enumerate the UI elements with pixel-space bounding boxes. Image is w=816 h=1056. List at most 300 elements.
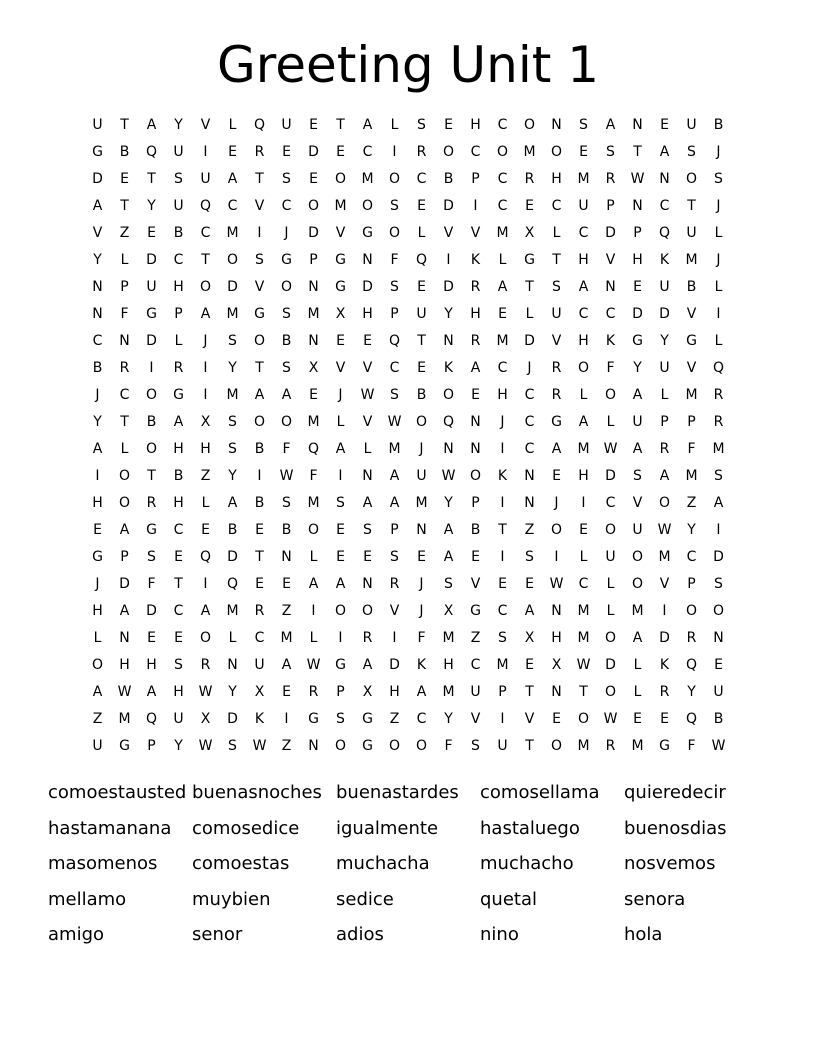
- grid-letter: E: [336, 144, 345, 160]
- grid-letter: X: [551, 657, 562, 673]
- grid-letter: J: [716, 252, 721, 268]
- grid-letter: N: [362, 576, 373, 592]
- grid-letter: E: [228, 144, 237, 160]
- grid-letter: R: [389, 576, 400, 592]
- grid-letter: G: [119, 738, 130, 754]
- grid-letter: B: [254, 495, 265, 511]
- grid-letter: Z: [389, 711, 400, 727]
- grid-letter: R: [200, 657, 211, 673]
- grid-letter: Z: [200, 468, 211, 484]
- grid-letter: W: [198, 684, 213, 700]
- grid-letter: T: [498, 522, 507, 538]
- grid-letter: A: [281, 657, 292, 673]
- grid-row: [84, 112, 732, 139]
- grid-letter: E: [363, 333, 372, 349]
- grid-letter: A: [524, 603, 535, 619]
- grid-letter: C: [200, 225, 211, 241]
- grid-letter: F: [687, 738, 696, 754]
- grid-letter: U: [173, 711, 184, 727]
- grid-letter: I: [203, 387, 208, 403]
- grid-letter: F: [444, 738, 453, 754]
- grid-letter: N: [632, 117, 643, 133]
- grid-letter: G: [362, 711, 373, 727]
- grid-letter: D: [227, 711, 238, 727]
- grid-letter: M: [496, 333, 509, 349]
- grid-letter: P: [606, 198, 615, 214]
- grid-letter: G: [362, 738, 373, 754]
- grid-letter: V: [524, 711, 535, 727]
- grid-letter: R: [605, 171, 616, 187]
- grid-letter: A: [578, 279, 589, 295]
- grid-letter: C: [578, 576, 589, 592]
- grid-letter: N: [308, 333, 319, 349]
- grid-letter: O: [415, 738, 428, 754]
- grid-letter: G: [632, 333, 643, 349]
- word-list-item: masomenos: [48, 853, 158, 874]
- grid-letter: R: [308, 684, 319, 700]
- grid-letter: E: [498, 306, 507, 322]
- grid-letter: I: [338, 630, 343, 646]
- grid-letter: Y: [687, 684, 696, 700]
- grid-letter: C: [389, 360, 400, 376]
- grid-letter: U: [470, 684, 481, 700]
- grid-letter: E: [282, 576, 291, 592]
- grid-letter: E: [714, 657, 723, 673]
- grid-letter: O: [496, 144, 509, 160]
- grid-letter: R: [659, 441, 670, 457]
- grid-letter: A: [281, 387, 292, 403]
- grid-letter: B: [416, 387, 427, 403]
- grid-letter: O: [577, 711, 590, 727]
- grid-letter: T: [579, 684, 588, 700]
- grid-letter: V: [200, 117, 211, 133]
- grid-letter: I: [311, 603, 316, 619]
- grid-letter: I: [500, 495, 505, 511]
- grid-letter: O: [685, 171, 698, 187]
- grid-letter: C: [605, 306, 616, 322]
- grid-letter: T: [147, 468, 156, 484]
- grid-letter: S: [714, 171, 723, 187]
- grid-letter: L: [714, 279, 723, 295]
- grid-letter: J: [500, 414, 505, 430]
- grid-letter: N: [551, 117, 562, 133]
- grid-letter: M: [226, 225, 239, 241]
- grid-letter: H: [92, 603, 103, 619]
- grid-letter: E: [471, 549, 480, 565]
- grid-row: [84, 652, 732, 679]
- grid-letter: G: [281, 252, 292, 268]
- grid-letter: C: [686, 549, 697, 565]
- grid-letter: V: [335, 360, 346, 376]
- grid-letter: S: [390, 387, 399, 403]
- grid-letter: K: [416, 657, 427, 673]
- grid-letter: N: [416, 522, 427, 538]
- grid-letter: M: [577, 630, 590, 646]
- grid-letter: P: [471, 495, 480, 511]
- grid-letter: T: [525, 684, 534, 700]
- grid-letter: D: [632, 306, 643, 322]
- grid-letter: R: [605, 738, 616, 754]
- grid-letter: V: [686, 306, 697, 322]
- grid-letter: E: [579, 144, 588, 160]
- grid-letter: U: [146, 279, 157, 295]
- grid-letter: O: [307, 198, 320, 214]
- grid-letter: F: [687, 441, 696, 457]
- word-list-item: muybien: [192, 888, 271, 910]
- grid-row: [84, 733, 732, 760]
- grid-letter: V: [605, 252, 616, 268]
- grid-letter: C: [659, 198, 670, 214]
- grid-letter: C: [254, 630, 265, 646]
- grid-letter: X: [335, 306, 346, 322]
- grid-letter: T: [120, 117, 129, 133]
- grid-letter: N: [713, 630, 724, 646]
- grid-letter: U: [659, 279, 670, 295]
- grid-letter: H: [200, 441, 211, 457]
- grid-letter: M: [280, 630, 293, 646]
- grid-letter: F: [147, 576, 156, 592]
- grid-letter: P: [309, 252, 318, 268]
- grid-letter: M: [307, 306, 320, 322]
- grid-letter: E: [282, 144, 291, 160]
- grid-letter: M: [226, 603, 239, 619]
- grid-letter: A: [659, 144, 670, 160]
- grid-letter: A: [362, 117, 373, 133]
- grid-letter: O: [658, 495, 671, 511]
- word-list-item: hastamanana: [48, 817, 172, 839]
- grid-letter: L: [714, 333, 723, 349]
- grid-letter: V: [389, 603, 400, 619]
- grid-letter: Q: [253, 117, 266, 133]
- grid-letter: U: [632, 522, 643, 538]
- grid-letter: P: [390, 522, 399, 538]
- grid-letter: E: [174, 630, 183, 646]
- grid-letter: G: [551, 414, 562, 430]
- grid-letter: L: [120, 252, 129, 268]
- grid-letter: M: [118, 711, 131, 727]
- word-list-item: adios: [336, 924, 384, 945]
- grid-letter: T: [255, 549, 264, 565]
- word-list-item: comoestas: [192, 853, 290, 874]
- grid-row: [84, 247, 732, 274]
- grid-letter: Y: [147, 198, 156, 214]
- grid-letter: X: [254, 684, 265, 700]
- grid-letter: D: [227, 279, 238, 295]
- grid-letter: M: [226, 387, 239, 403]
- grid-letter: C: [173, 603, 184, 619]
- grid-letter: Y: [660, 333, 669, 349]
- grid-letter: C: [524, 414, 535, 430]
- grid-letter: M: [307, 414, 320, 430]
- grid-letter: W: [441, 468, 456, 484]
- grid-letter: U: [92, 738, 103, 754]
- word-list-item: senora: [624, 888, 686, 910]
- grid-letter: G: [254, 306, 265, 322]
- grid-letter: A: [632, 387, 643, 403]
- grid-letter: P: [498, 684, 507, 700]
- grid-letter: D: [605, 657, 616, 673]
- grid-letter: E: [525, 198, 534, 214]
- grid-letter: T: [633, 144, 642, 160]
- word-list-item: amigo: [48, 924, 105, 945]
- grid-letter: A: [713, 495, 724, 511]
- grid-letter: V: [362, 360, 373, 376]
- grid-letter: G: [146, 306, 157, 322]
- grid-letter: M: [577, 738, 590, 754]
- grid-letter: M: [226, 306, 239, 322]
- word-list-item: buenastardes: [336, 782, 459, 803]
- grid-letter: W: [306, 657, 321, 673]
- grid-letter: O: [604, 684, 617, 700]
- grid-letter: L: [660, 387, 669, 403]
- grid-letter: M: [496, 657, 509, 673]
- page-title: Greeting Unit 1: [216, 36, 600, 94]
- grid-letter: X: [200, 414, 211, 430]
- grid-letter: E: [120, 171, 129, 187]
- grid-letter: H: [578, 468, 589, 484]
- grid-letter: T: [525, 279, 534, 295]
- grid-letter: I: [581, 495, 586, 511]
- grid-letter: Q: [145, 711, 158, 727]
- grid-letter: Y: [444, 711, 453, 727]
- grid-letter: P: [471, 171, 480, 187]
- grid-letter: H: [497, 387, 508, 403]
- grid-row: [84, 598, 732, 625]
- grid-letter: C: [497, 171, 508, 187]
- grid-letter: D: [713, 549, 724, 565]
- grid-letter: X: [362, 684, 373, 700]
- grid-letter: B: [686, 279, 697, 295]
- grid-letter: N: [443, 441, 454, 457]
- grid-letter: N: [443, 333, 454, 349]
- grid-letter: T: [174, 576, 183, 592]
- grid-letter: D: [146, 603, 157, 619]
- grid-letter: H: [578, 333, 589, 349]
- grid-letter: K: [659, 657, 670, 673]
- word-list-item: igualmente: [336, 817, 439, 839]
- grid-letter: U: [713, 684, 724, 700]
- grid-letter: J: [284, 225, 289, 241]
- grid-letter: L: [579, 549, 588, 565]
- grid-letter: X: [308, 360, 319, 376]
- grid-letter: O: [145, 441, 158, 457]
- grid-letter: Y: [228, 468, 237, 484]
- grid-letter: T: [255, 360, 264, 376]
- grid-letter: O: [631, 576, 644, 592]
- grid-row: [84, 571, 732, 598]
- grid-letter: E: [282, 684, 291, 700]
- grid-letter: E: [579, 522, 588, 538]
- grid-letter: I: [257, 225, 262, 241]
- grid-letter: J: [419, 441, 424, 457]
- word-list-item: quetal: [480, 888, 537, 910]
- grid-letter: L: [633, 684, 642, 700]
- grid-letter: Y: [687, 522, 696, 538]
- grid-letter: S: [228, 738, 237, 754]
- grid-letter: V: [686, 360, 697, 376]
- grid-letter: L: [552, 225, 561, 241]
- grid-letter: A: [308, 576, 319, 592]
- grid-letter: O: [118, 468, 131, 484]
- grid-letter: J: [338, 387, 343, 403]
- grid-letter: O: [118, 495, 131, 511]
- grid-letter: H: [551, 171, 562, 187]
- grid-letter: W: [252, 738, 267, 754]
- grid-letter: S: [444, 576, 453, 592]
- word-search-grid: [84, 112, 732, 760]
- grid-letter: H: [578, 252, 589, 268]
- grid-letter: P: [687, 576, 696, 592]
- grid-letter: R: [119, 360, 130, 376]
- grid-letter: N: [551, 684, 562, 700]
- grid-letter: E: [633, 711, 642, 727]
- grid-letter: A: [92, 441, 103, 457]
- grid-letter: G: [92, 549, 103, 565]
- grid-letter: A: [92, 684, 103, 700]
- grid-letter: M: [685, 252, 698, 268]
- grid-letter: A: [362, 495, 373, 511]
- grid-letter: D: [227, 549, 238, 565]
- grid-letter: W: [603, 711, 618, 727]
- grid-letter: O: [442, 144, 455, 160]
- grid-letter: L: [525, 306, 534, 322]
- grid-letter: O: [712, 603, 725, 619]
- grid-letter: R: [362, 630, 373, 646]
- grid-letter: R: [713, 414, 724, 430]
- grid-letter: M: [415, 495, 428, 511]
- grid-letter: N: [227, 657, 238, 673]
- grid-letter: O: [91, 657, 104, 673]
- grid-letter: S: [579, 117, 588, 133]
- grid-row: [84, 409, 732, 436]
- grid-letter: I: [392, 144, 397, 160]
- grid-letter: F: [606, 360, 615, 376]
- grid-letter: D: [119, 576, 130, 592]
- grid-letter: B: [281, 522, 292, 538]
- grid-row: [84, 463, 732, 490]
- grid-letter: O: [253, 414, 266, 430]
- grid-letter: E: [336, 522, 345, 538]
- grid-letter: H: [146, 657, 157, 673]
- grid-letter: S: [228, 333, 237, 349]
- grid-row: [84, 220, 732, 247]
- grid-letter: S: [390, 279, 399, 295]
- grid-letter: O: [550, 144, 563, 160]
- grid-letter: B: [173, 225, 184, 241]
- grid-letter: L: [228, 117, 237, 133]
- grid-letter: E: [552, 711, 561, 727]
- grid-letter: Y: [444, 306, 453, 322]
- grid-letter: A: [659, 468, 670, 484]
- grid-letter: V: [254, 198, 265, 214]
- grid-letter: A: [389, 495, 400, 511]
- grid-letter: N: [308, 279, 319, 295]
- grid-letter: M: [307, 495, 320, 511]
- grid-row: [84, 328, 732, 355]
- grid-letter: A: [227, 171, 238, 187]
- grid-letter: R: [254, 144, 265, 160]
- grid-letter: C: [227, 198, 238, 214]
- grid-letter: C: [119, 387, 130, 403]
- grid-letter: A: [443, 549, 454, 565]
- grid-letter: L: [309, 549, 318, 565]
- grid-letter: L: [174, 333, 183, 349]
- grid-letter: Q: [442, 414, 455, 430]
- word-list-item: buenasnoches: [192, 782, 322, 803]
- grid-letter: C: [173, 522, 184, 538]
- grid-letter: Q: [145, 144, 158, 160]
- grid-letter: G: [335, 252, 346, 268]
- grid-letter: U: [416, 306, 427, 322]
- grid-letter: L: [363, 441, 372, 457]
- grid-letter: W: [117, 684, 132, 700]
- grid-letter: S: [471, 738, 480, 754]
- word-list-item: buenosdias: [624, 817, 727, 839]
- grid-letter: O: [253, 333, 266, 349]
- grid-letter: N: [92, 306, 103, 322]
- grid-letter: D: [443, 279, 454, 295]
- grid-letter: C: [578, 306, 589, 322]
- grid-letter: D: [389, 657, 400, 673]
- grid-letter: O: [685, 603, 698, 619]
- grid-letter: S: [714, 468, 723, 484]
- grid-letter: O: [442, 387, 455, 403]
- grid-letter: B: [713, 711, 724, 727]
- grid-letter: J: [95, 576, 100, 592]
- grid-letter: L: [336, 414, 345, 430]
- grid-letter: A: [416, 684, 427, 700]
- grid-letter: Z: [470, 630, 481, 646]
- grid-letter: G: [335, 279, 346, 295]
- grid-letter: U: [200, 171, 211, 187]
- grid-letter: E: [147, 630, 156, 646]
- grid-letter: W: [576, 657, 591, 673]
- word-list-item: comosedice: [192, 817, 300, 839]
- grid-letter: E: [552, 468, 561, 484]
- grid-letter: R: [524, 171, 535, 187]
- grid-letter: I: [446, 252, 451, 268]
- grid-letter: I: [500, 711, 505, 727]
- grid-letter: G: [686, 333, 697, 349]
- grid-letter: O: [415, 414, 428, 430]
- grid-letter: G: [146, 522, 157, 538]
- grid-letter: E: [498, 576, 507, 592]
- grid-letter: D: [659, 306, 670, 322]
- grid-letter: L: [93, 630, 102, 646]
- grid-letter: T: [120, 198, 129, 214]
- grid-letter: O: [334, 738, 347, 754]
- grid-letter: N: [632, 198, 643, 214]
- grid-letter: A: [335, 576, 346, 592]
- grid-letter: N: [524, 495, 535, 511]
- word-list-item: muchacho: [480, 853, 574, 874]
- grid-letter: Y: [228, 360, 237, 376]
- grid-letter: E: [336, 549, 345, 565]
- grid-letter: S: [282, 171, 291, 187]
- word-list-item: comoestausted: [48, 782, 187, 803]
- grid-letter: Z: [686, 495, 697, 511]
- grid-letter: L: [201, 495, 210, 511]
- grid-row: [84, 166, 732, 193]
- grid-letter: U: [578, 198, 589, 214]
- grid-letter: E: [147, 225, 156, 241]
- word-list-item: nino: [480, 924, 519, 945]
- grid-letter: Q: [685, 657, 698, 673]
- grid-letter: M: [442, 684, 455, 700]
- grid-letter: O: [226, 252, 239, 268]
- grid-letter: Q: [199, 549, 212, 565]
- grid-letter: U: [173, 198, 184, 214]
